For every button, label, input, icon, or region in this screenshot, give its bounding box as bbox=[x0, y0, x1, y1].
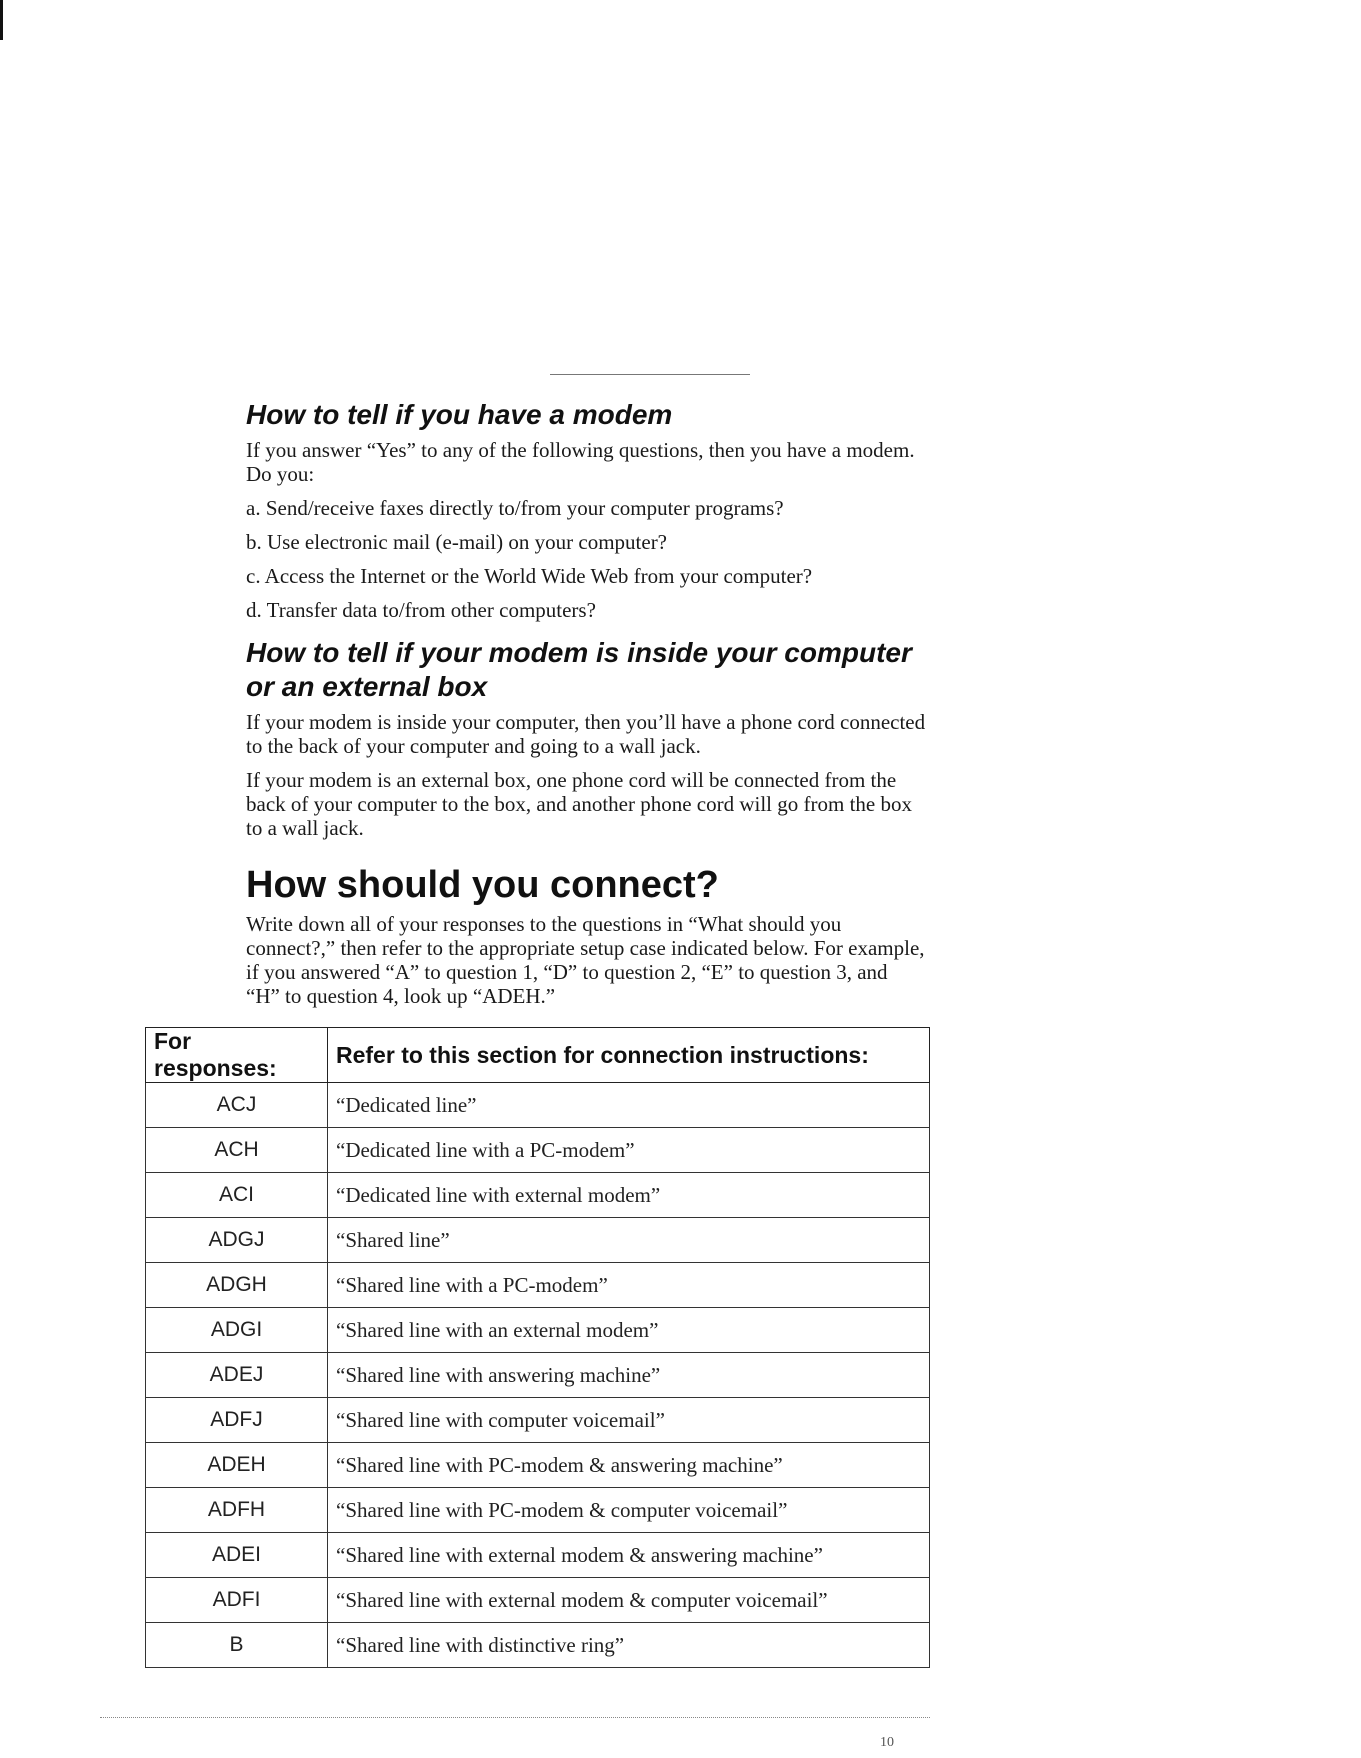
section-heading-modem-location: How to tell if your modem is inside your computer or an external box bbox=[246, 637, 912, 702]
table-row bbox=[146, 1578, 930, 1623]
section-reference: “Shared line” bbox=[328, 1218, 930, 1263]
response-code: ACJ bbox=[146, 1083, 328, 1128]
table-row bbox=[146, 1263, 930, 1308]
response-code: ACI bbox=[146, 1173, 328, 1218]
table-row bbox=[146, 1533, 930, 1578]
section-reference: “Shared line with external modem & computer voicemail” bbox=[328, 1578, 930, 1623]
table-row bbox=[146, 1443, 930, 1488]
content-column bbox=[246, 398, 926, 1018]
response-code: ADEH bbox=[146, 1443, 328, 1488]
section-reference: “Shared line with PC-modem & computer voicemail” bbox=[328, 1488, 930, 1533]
section-reference: “Shared line with answering machine” bbox=[328, 1353, 930, 1398]
response-code: ADFH bbox=[146, 1488, 328, 1533]
table-row bbox=[146, 1128, 930, 1173]
question-item: a. Send/receive faxes directly to/from your computer programs? bbox=[246, 496, 784, 520]
scan-edge-mark bbox=[0, 0, 3, 40]
section-reference: “Shared line with an external modem” bbox=[328, 1308, 930, 1353]
section-heading-have-modem: How to tell if you have a modem bbox=[246, 399, 673, 430]
response-code: ADFJ bbox=[146, 1398, 328, 1443]
response-code: ADGJ bbox=[146, 1218, 328, 1263]
connect-instructions-paragraph: Write down all of your responses to the questions in “What should you connect?,” then refer to the appropriate setup case indicated below. For example, if you answered “A” to question 1, “D” to question 2, “E” to question 3, and “H” to question 4, look up “ADEH.” bbox=[246, 912, 925, 1008]
top-rule bbox=[550, 374, 750, 375]
table-row bbox=[146, 1173, 930, 1218]
table-row bbox=[146, 1353, 930, 1398]
table-header-row bbox=[146, 1028, 930, 1083]
response-code: ADEI bbox=[146, 1533, 328, 1578]
table-row bbox=[146, 1083, 930, 1128]
section-reference: “Shared line with computer voicemail” bbox=[328, 1398, 930, 1443]
response-table bbox=[145, 1027, 930, 1668]
table-row bbox=[146, 1488, 930, 1533]
modem-external-paragraph: If your modem is an external box, one phone cord will be connected from the back of your computer to the box, and another phone cord will go from the box to a wall jack. bbox=[246, 768, 912, 840]
section-intro: If you answer “Yes” to any of the following questions, then you have a modem. Do you: bbox=[246, 438, 915, 486]
modem-inside-paragraph: If your modem is inside your computer, then you’ll have a phone cord connected to the back of your computer and going to a wall jack. bbox=[246, 710, 926, 758]
question-list bbox=[246, 496, 926, 622]
section-reference: “Shared line with distinctive ring” bbox=[328, 1623, 930, 1668]
table-row bbox=[146, 1398, 930, 1443]
response-code: ADGH bbox=[146, 1263, 328, 1308]
question-item: c. Access the Internet or the World Wide Web from your computer? bbox=[246, 564, 813, 588]
footer-dotted-rule bbox=[100, 1717, 930, 1718]
response-code: ADEJ bbox=[146, 1353, 328, 1398]
table-row bbox=[146, 1218, 930, 1263]
section-reference: “Shared line with external modem & answering machine” bbox=[328, 1533, 930, 1578]
page-number: 10 bbox=[880, 1735, 894, 1750]
header-section: Refer to this section for connection instructions: bbox=[328, 1028, 930, 1083]
header-responses: For responses: bbox=[146, 1028, 328, 1083]
response-code: ADGI bbox=[146, 1308, 328, 1353]
section-reference: “Dedicated line” bbox=[328, 1083, 930, 1128]
question-item: d. Transfer data to/from other computers? bbox=[246, 598, 596, 622]
table-row bbox=[146, 1623, 930, 1668]
section-reference: “Shared line with PC-modem & answering machine” bbox=[328, 1443, 930, 1488]
response-code: ACH bbox=[146, 1128, 328, 1173]
section-reference: “Dedicated line with a PC-modem” bbox=[328, 1128, 930, 1173]
section-reference: “Dedicated line with external modem” bbox=[328, 1173, 930, 1218]
section-reference: “Shared line with a PC-modem” bbox=[328, 1263, 930, 1308]
main-heading: How should you connect? bbox=[246, 864, 719, 906]
question-item: b. Use electronic mail (e-mail) on your computer? bbox=[246, 530, 668, 554]
response-code: B bbox=[146, 1623, 328, 1668]
table-row bbox=[146, 1308, 930, 1353]
response-code: ADFI bbox=[146, 1578, 328, 1623]
